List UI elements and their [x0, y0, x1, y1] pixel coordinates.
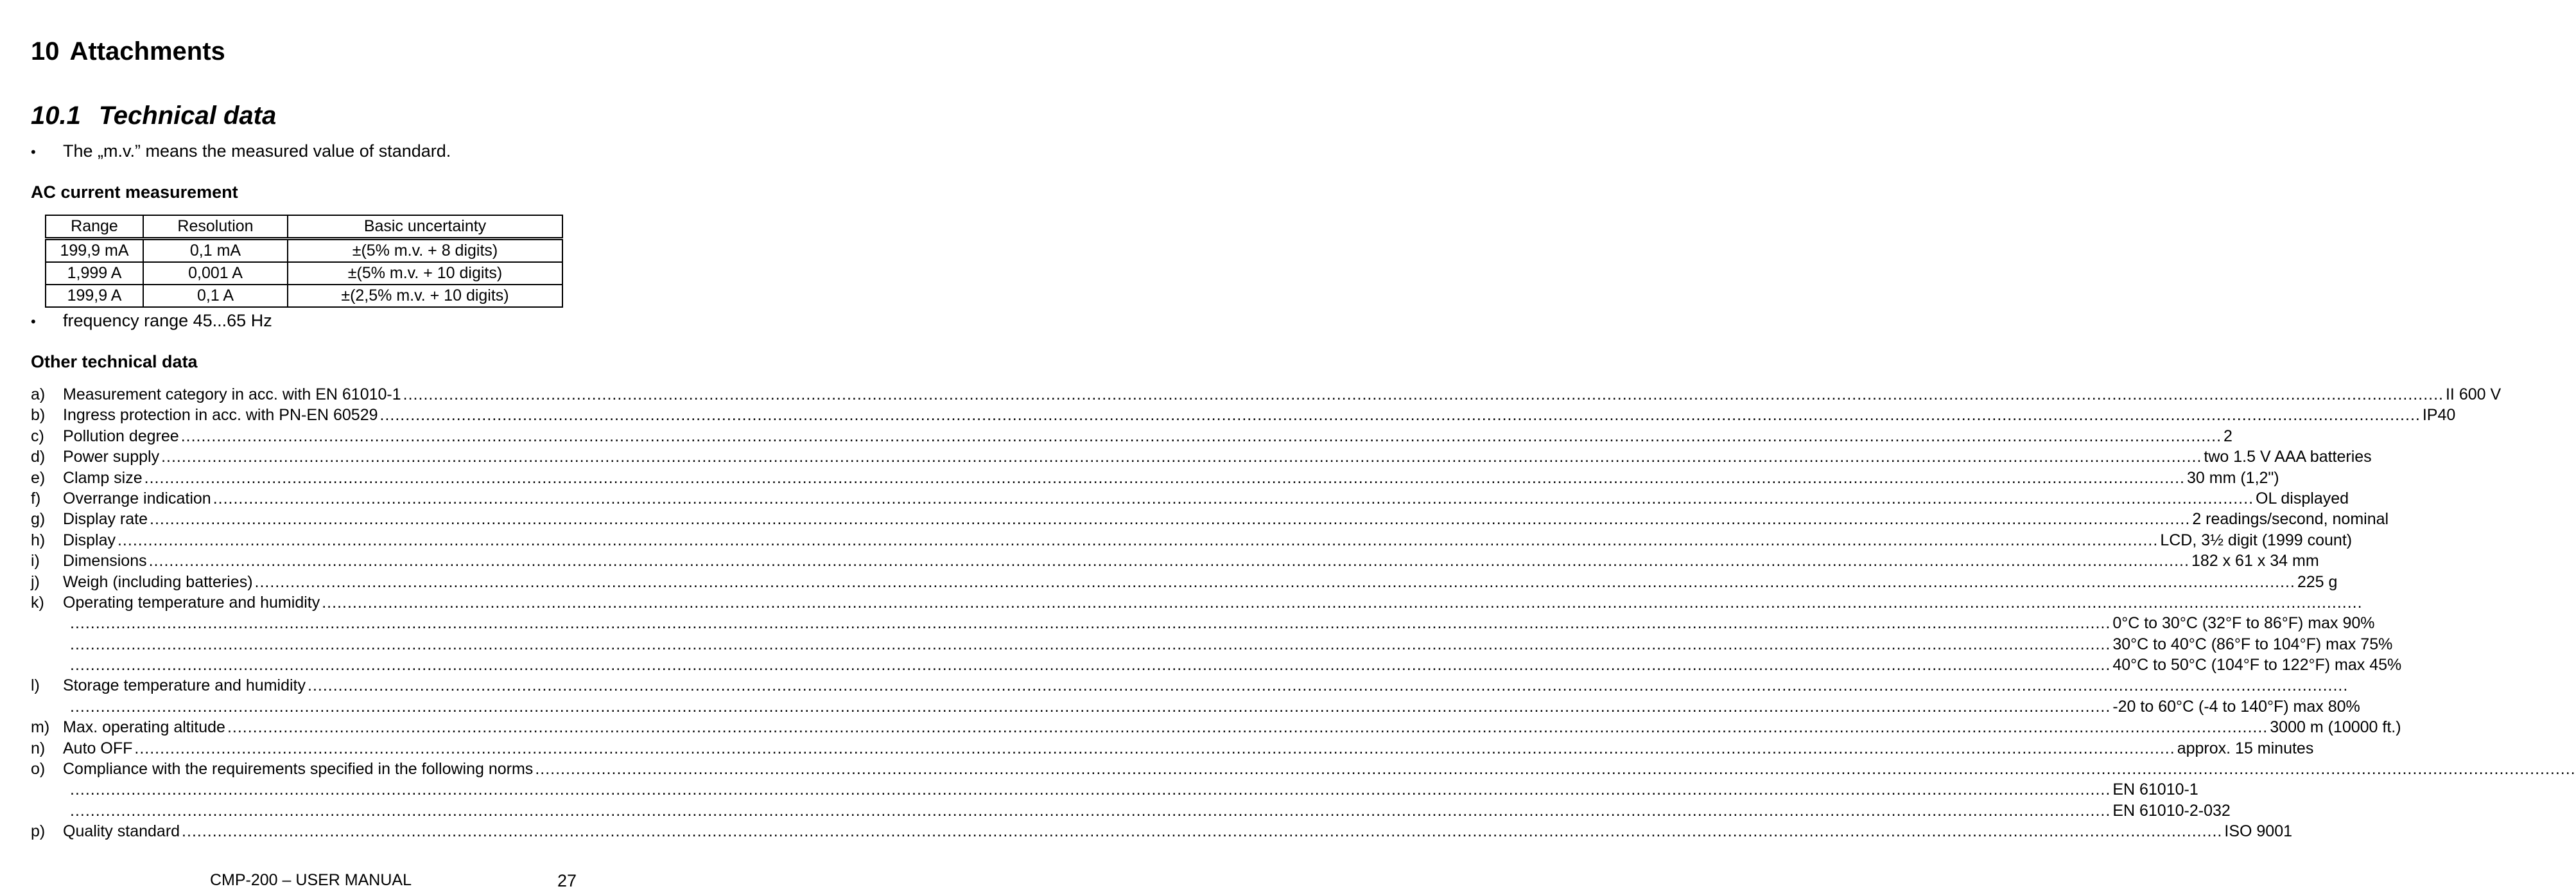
item-label: Measurement category in acc. with EN 61010-1 [63, 385, 401, 403]
list-item [31, 405, 2456, 425]
page-number: 27 [557, 871, 577, 890]
footer-title: CMP-200 – USER MANUAL [210, 871, 412, 889]
list-item [31, 696, 2360, 717]
item-letter: b) [31, 406, 46, 425]
item-value: IP40 [2422, 406, 2456, 425]
item-letter: d) [31, 448, 46, 466]
leader-dots: ................................................................................................................................................................................................................................................................................................................................................................................................................ [322, 593, 2363, 612]
cell-resolution: 0,1 mA [143, 239, 288, 263]
cell-resolution: 0,1 A [143, 285, 288, 307]
list-item [31, 717, 2401, 737]
item-value: II 600 V [2445, 385, 2502, 403]
item-value: 225 g [2297, 572, 2338, 591]
list-item [31, 821, 2293, 842]
section-heading [31, 101, 276, 130]
ac-current-heading: AC current measurement [31, 182, 238, 202]
item-letter: a) [31, 385, 46, 403]
leader-dots: ................................................................................................................................................................................................................................................................................................................................................................................................................ [70, 656, 2111, 675]
list-item [31, 446, 2372, 467]
item-value: two 1.5 V AAA batteries [2204, 448, 2372, 466]
leader-dots: ................................................................................................................................................................................................................................................................................................................................................................................................................ [227, 718, 2268, 737]
list-item [31, 384, 2502, 405]
item-value: 30°C to 40°C (86°F to 104°F) max 75% [2112, 635, 2393, 653]
item-letter: g) [31, 510, 46, 529]
item-value: 40°C to 50°C (104°F to 122°F) max 45% [2112, 656, 2402, 675]
list-item [31, 551, 2319, 571]
leader-dots: ................................................................................................................................................................................................................................................................................................................................................................................................................ [161, 448, 2202, 466]
list-item [31, 530, 2353, 551]
leader-dots: ................................................................................................................................................................................................................................................................................................................................................................................................................ [148, 552, 2189, 570]
item-letter: i) [31, 552, 40, 570]
item-letter: o) [31, 760, 46, 779]
technical-data-list [31, 384, 2576, 842]
leader-dots: ................................................................................................................................................................................................................................................................................................................................................................................................................ [70, 635, 2111, 653]
item-value: EN 61010-1 [2112, 781, 2198, 799]
item-letter: f) [31, 489, 41, 507]
list-item [31, 613, 2375, 633]
table-header-row [46, 215, 562, 239]
cell-range: 199,9 mA [46, 239, 143, 263]
leader-dots: ................................................................................................................................................................................................................................................................................................................................................................................................................ [379, 406, 2421, 425]
item-value: ISO 9001 [2224, 822, 2293, 841]
item-letter: l) [31, 676, 40, 695]
cell-range: 1,999 A [46, 262, 143, 285]
list-item [31, 509, 2389, 529]
note-text: The „m.v.” means the measured value of standard. [63, 141, 451, 161]
table-row [46, 262, 562, 285]
item-letter: c) [31, 427, 44, 445]
leader-dots: ................................................................................................................................................................................................................................................................................................................................................................................................................ [403, 385, 2444, 403]
section-title: Technical data [98, 101, 277, 130]
header-resolution: Resolution [143, 215, 288, 239]
item-label: Display rate [63, 510, 148, 529]
list-item [31, 675, 2349, 696]
list-item [31, 426, 2232, 446]
leader-dots: ................................................................................................................................................................................................................................................................................................................................................................................................................ [180, 427, 2222, 445]
leader-dots: ................................................................................................................................................................................................................................................................................................................................................................................................................ [254, 572, 2295, 591]
item-label: Display [63, 531, 116, 549]
item-value: LCD, 3½ digit (1999 count) [2160, 531, 2353, 549]
note-bullet [31, 141, 451, 161]
table-row [46, 285, 562, 307]
list-item [31, 634, 2393, 655]
item-label: Ingress protection in acc. with PN-EN 60529 [63, 406, 378, 425]
item-label: Weigh (including batteries) [63, 572, 253, 591]
item-value: EN 61010-2-032 [2112, 801, 2231, 820]
leader-dots: ................................................................................................................................................................................................................................................................................................................................................................................................................ [308, 676, 2349, 695]
item-letter: m) [31, 718, 50, 737]
item-value: 182 x 61 x 34 mm [2191, 552, 2319, 570]
other-data-heading: Other technical data [31, 352, 198, 371]
leader-dots: ................................................................................................................................................................................................................................................................................................................................................................................................................ [213, 489, 2254, 507]
leader-dots: ................................................................................................................................................................................................................................................................................................................................................................................................................ [535, 760, 2576, 779]
item-label: Max. operating altitude [63, 718, 225, 737]
frequency-text: frequency range 45...65 Hz [63, 311, 272, 330]
item-label: Storage temperature and humidity [63, 676, 306, 695]
item-letter: p) [31, 822, 46, 841]
item-value: 0°C to 30°C (32°F to 86°F) max 90% [2112, 614, 2375, 633]
cell-uncertainty: ±(2,5% m.v. + 10 digits) [288, 285, 562, 307]
item-label: Power supply [63, 448, 160, 466]
cell-range: 199,9 A [46, 285, 143, 307]
list-item [31, 779, 2198, 800]
leader-dots: ................................................................................................................................................................................................................................................................................................................................................................................................................ [134, 739, 2175, 757]
leader-dots: ................................................................................................................................................................................................................................................................................................................................................................................................................ [117, 531, 2159, 549]
item-label: Pollution degree [63, 427, 179, 445]
cell-uncertainty: ±(5% m.v. + 8 digits) [288, 239, 562, 263]
item-value: OL displayed [2256, 489, 2349, 507]
item-letter: n) [31, 739, 46, 757]
item-value: approx. 15 minutes [2177, 739, 2314, 757]
bullet-icon: • [31, 144, 36, 160]
leader-dots: ................................................................................................................................................................................................................................................................................................................................................................................................................ [182, 822, 2223, 841]
item-label: Overrange indication [63, 489, 211, 507]
leader-dots: ................................................................................................................................................................................................................................................................................................................................................................................................................ [70, 781, 2111, 799]
table-row [46, 239, 562, 263]
list-item [31, 800, 2231, 821]
list-item [31, 655, 2402, 675]
item-letter: h) [31, 531, 46, 549]
item-letter: e) [31, 468, 46, 487]
list-item [31, 572, 2338, 592]
bullet-icon: • [31, 313, 36, 330]
item-label: Clamp size [63, 468, 143, 487]
list-item [31, 592, 2363, 613]
item-value: 30 mm (1,2") [2186, 468, 2279, 487]
leader-dots: ................................................................................................................................................................................................................................................................................................................................................................................................................ [70, 697, 2111, 716]
item-label: Compliance with the requirements specified in the following norms [63, 760, 534, 779]
item-label: Quality standard [63, 822, 180, 841]
chapter-title: Attachments [69, 37, 225, 66]
chapter-heading [31, 37, 225, 66]
item-label: Dimensions [63, 552, 147, 570]
cell-resolution: 0,001 A [143, 262, 288, 285]
item-letter: j) [31, 572, 40, 591]
item-value: 2 readings/second, nominal [2192, 510, 2389, 529]
leader-dots: ................................................................................................................................................................................................................................................................................................................................................................................................................ [70, 801, 2111, 820]
item-letter: k) [31, 593, 44, 612]
leader-dots: ................................................................................................................................................................................................................................................................................................................................................................................................................ [144, 468, 2185, 487]
frequency-bullet [31, 311, 272, 331]
list-item [31, 488, 2349, 509]
item-value: 3000 m (10000 ft.) [2270, 718, 2401, 737]
item-value: 2 [2224, 427, 2232, 445]
list-item [31, 468, 2279, 488]
ac-current-table [45, 215, 563, 308]
header-uncertainty: Basic uncertainty [288, 215, 562, 239]
chapter-number: 10 [31, 37, 60, 66]
item-value: -20 to 60°C (-4 to 140°F) max 80% [2112, 697, 2360, 716]
header-range: Range [46, 215, 143, 239]
cell-uncertainty: ±(5% m.v. + 10 digits) [288, 262, 562, 285]
list-item [31, 759, 2576, 779]
leader-dots: ................................................................................................................................................................................................................................................................................................................................................................................................................ [70, 614, 2111, 633]
section-number: 10.1 [31, 101, 81, 130]
list-item [31, 738, 2314, 759]
item-label: Operating temperature and humidity [63, 593, 320, 612]
item-label: Auto OFF [63, 739, 133, 757]
leader-dots: ................................................................................................................................................................................................................................................................................................................................................................................................................ [150, 510, 2191, 529]
